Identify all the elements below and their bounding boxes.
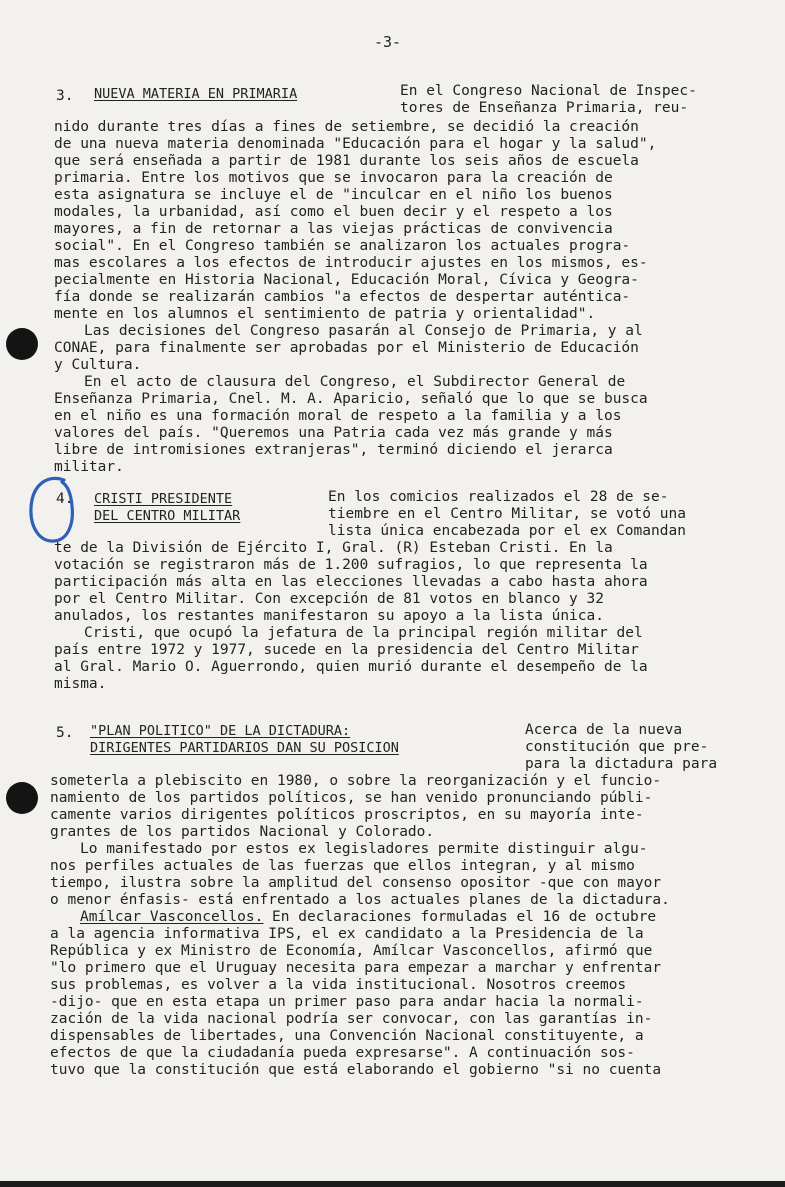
text-line: "lo primero que el Uruguay necesita para empezar a marchar y enfrentar [50, 960, 662, 976]
text-line: En el Congreso Nacional de Inspec- [400, 83, 697, 99]
text-line: Cristi, que ocupó la jefatura de la principal región militar del [84, 625, 643, 641]
section-4-lead [328, 489, 686, 540]
punch-hole-dot [6, 328, 38, 360]
text-line: o menor énfasis- está enfrentado a los actuales planes de la dictadura. [50, 892, 670, 908]
text-line: nos perfiles actuales de las fuerzas que ellos integran, y al mismo [50, 858, 635, 874]
vasconcellos-name: Amílcar Vasconcellos. [80, 909, 264, 925]
text-line: mayores, a fin de retornar a las viejas prácticas de convivencia [54, 221, 613, 237]
section-4-body [54, 540, 774, 693]
section-5-lead [525, 722, 717, 773]
text-line: esta asignatura se incluye el de "inculcar en el niño los buenos [54, 187, 613, 203]
text-line: lista única encabezada por el ex Comandan [328, 523, 686, 539]
text-line: participación más alta en las elecciones llevadas a cabo hasta ahora [54, 574, 648, 590]
text-line: en el niño es una formación moral de respeto a la familia y a los [54, 408, 622, 424]
section-3-number: 3. [56, 88, 74, 104]
section-5-body [50, 773, 770, 1079]
text-line [50, 909, 770, 926]
section-3-heading: NUEVA MATERIA EN PRIMARIA [94, 86, 298, 102]
section-3-body [54, 119, 774, 476]
text-line: En el acto de clausura del Congreso, el Subdirector General de [84, 374, 626, 390]
heading-line: "PLAN POLITICO" DE LA DICTADURA: [90, 723, 351, 739]
text-line: Lo manifestado por estos ex legisladores permite distinguir algu- [80, 841, 648, 857]
text-line: primaria. Entre los motivos que se invocaron para la creación de [54, 170, 613, 186]
text-line: Enseñanza Primaria, Cnel. M. A. Aparicio, señaló que lo que se busca [54, 391, 648, 407]
punch-hole-dot [6, 782, 38, 814]
text-line: votación se registraron más de 1.200 sufragios, lo que representa la [54, 557, 648, 573]
text-line: a la agencia informativa IPS, el ex candidato a la Presidencia de la [50, 926, 644, 942]
text-line: sus problemas, es volver a la vida institucional. Nosotros creemos [50, 977, 627, 993]
text-line: tuvo que la constitución que está elaborando el gobierno "si no cuenta [50, 1062, 662, 1078]
page-number: -3- [374, 33, 402, 51]
section-3-lead [400, 83, 697, 117]
text-line: Las decisiones del Congreso pasarán al Consejo de Primaria, y al [84, 323, 643, 339]
section-5-heading [90, 723, 399, 756]
text-line: modales, la urbanidad, así como el buen decir y el respeto a los [54, 204, 613, 220]
section-5-number: 5. [56, 725, 74, 741]
text-line: zación de la vida nacional podría ser convocar, con las garantías in- [50, 1011, 653, 1027]
text-line: En los comicios realizados el 28 de se- [328, 489, 669, 505]
text-line: país entre 1972 y 1977, sucede en la presidencia del Centro Militar [54, 642, 639, 658]
text-line: constitución que pre- [525, 739, 709, 755]
text-line: de una nueva materia denominada "Educación para el hogar y la salud", [54, 136, 657, 152]
text-line: tiempo, ilustra sobre la amplitud del consenso opositor -que con mayor [50, 875, 662, 891]
text-line: al Gral. Mario O. Aguerrondo, quien murió durante el desempeño de la [54, 659, 648, 675]
text-line: valores del país. "Queremos una Patria cada vez más grande y más [54, 425, 613, 441]
text-line: mente en los alumnos el sentimiento de patria y orientalidad". [54, 306, 596, 322]
text-line: camente varios dirigentes políticos proscriptos, en su mayoría inte- [50, 807, 644, 823]
text-line: -dijo- que en esta etapa un primer paso para andar hacia la normali- [50, 994, 644, 1010]
text-line: tores de Enseñanza Primaria, reu- [400, 100, 689, 116]
text-line: para la dictadura para [525, 756, 718, 772]
text-line: Acerca de la nueva [525, 722, 683, 738]
text-line: por el Centro Militar. Con excepción de 81 votos en blanco y 32 [54, 591, 604, 607]
text-line: militar. [54, 459, 124, 475]
text-line: República y ex Ministro de Economía, Amílcar Vasconcellos, afirmó que [50, 943, 653, 959]
heading-line: CRISTI PRESIDENTE [94, 491, 233, 507]
text-line: libre de intromisiones extranjeras", terminó diciendo el jerarca [54, 442, 613, 458]
heading-line: DEL CENTRO MILITAR [94, 508, 241, 524]
section-4-number: 4. [56, 491, 74, 507]
text-line: misma. [54, 676, 107, 692]
section-4-heading [94, 491, 240, 524]
text-line: someterla a plebiscito en 1980, o sobre la reorganización y el funcio- [50, 773, 662, 789]
text-line: pecialmente en Historia Nacional, Educación Moral, Cívica y Geogra- [54, 272, 639, 288]
heading-line: DIRIGENTES PARTIDARIOS DAN SU POSICION [90, 740, 399, 756]
text-line: namiento de los partidos políticos, se han venido pronunciando públi- [50, 790, 653, 806]
text-line: grantes de los partidos Nacional y Colorado. [50, 824, 435, 840]
text-line: efectos de que la ciudadanía pueda expresarse". A continuación sos- [50, 1045, 635, 1061]
text-line: anulados, los restantes manifestaron su apoyo a la lista única. [54, 608, 604, 624]
text-line: tiembre en el Centro Militar, se votó una [328, 506, 686, 522]
text-line: fía donde se realizarán cambios "a efectos de despertar auténtica- [54, 289, 631, 305]
text-line: dispensables de libertades, una Convención Nacional constituyente, a [50, 1028, 644, 1044]
text-line: mas escolares a los efectos de introducir ajustes en los mismos, es- [54, 255, 648, 271]
text-line: que será enseñada a partir de 1981 durante los seis años de escuela [54, 153, 639, 169]
text-line: te de la División de Ejército I, Gral. (R) Esteban Cristi. En la [54, 540, 613, 556]
text-line: y Cultura. [54, 357, 142, 373]
blue-pen-circle-icon [24, 472, 80, 548]
bottom-edge-rule [0, 1181, 785, 1187]
text-line: CONAE, para finalmente ser aprobadas por el Ministerio de Educación [54, 340, 639, 356]
text-line: social". En el Congreso también se analizaron los actuales progra- [54, 238, 631, 254]
text-line: nido durante tres días a fines de setiembre, se decidió la creación [54, 119, 639, 135]
text-span: En declaraciones formuladas el 16 de octubre [263, 909, 657, 925]
